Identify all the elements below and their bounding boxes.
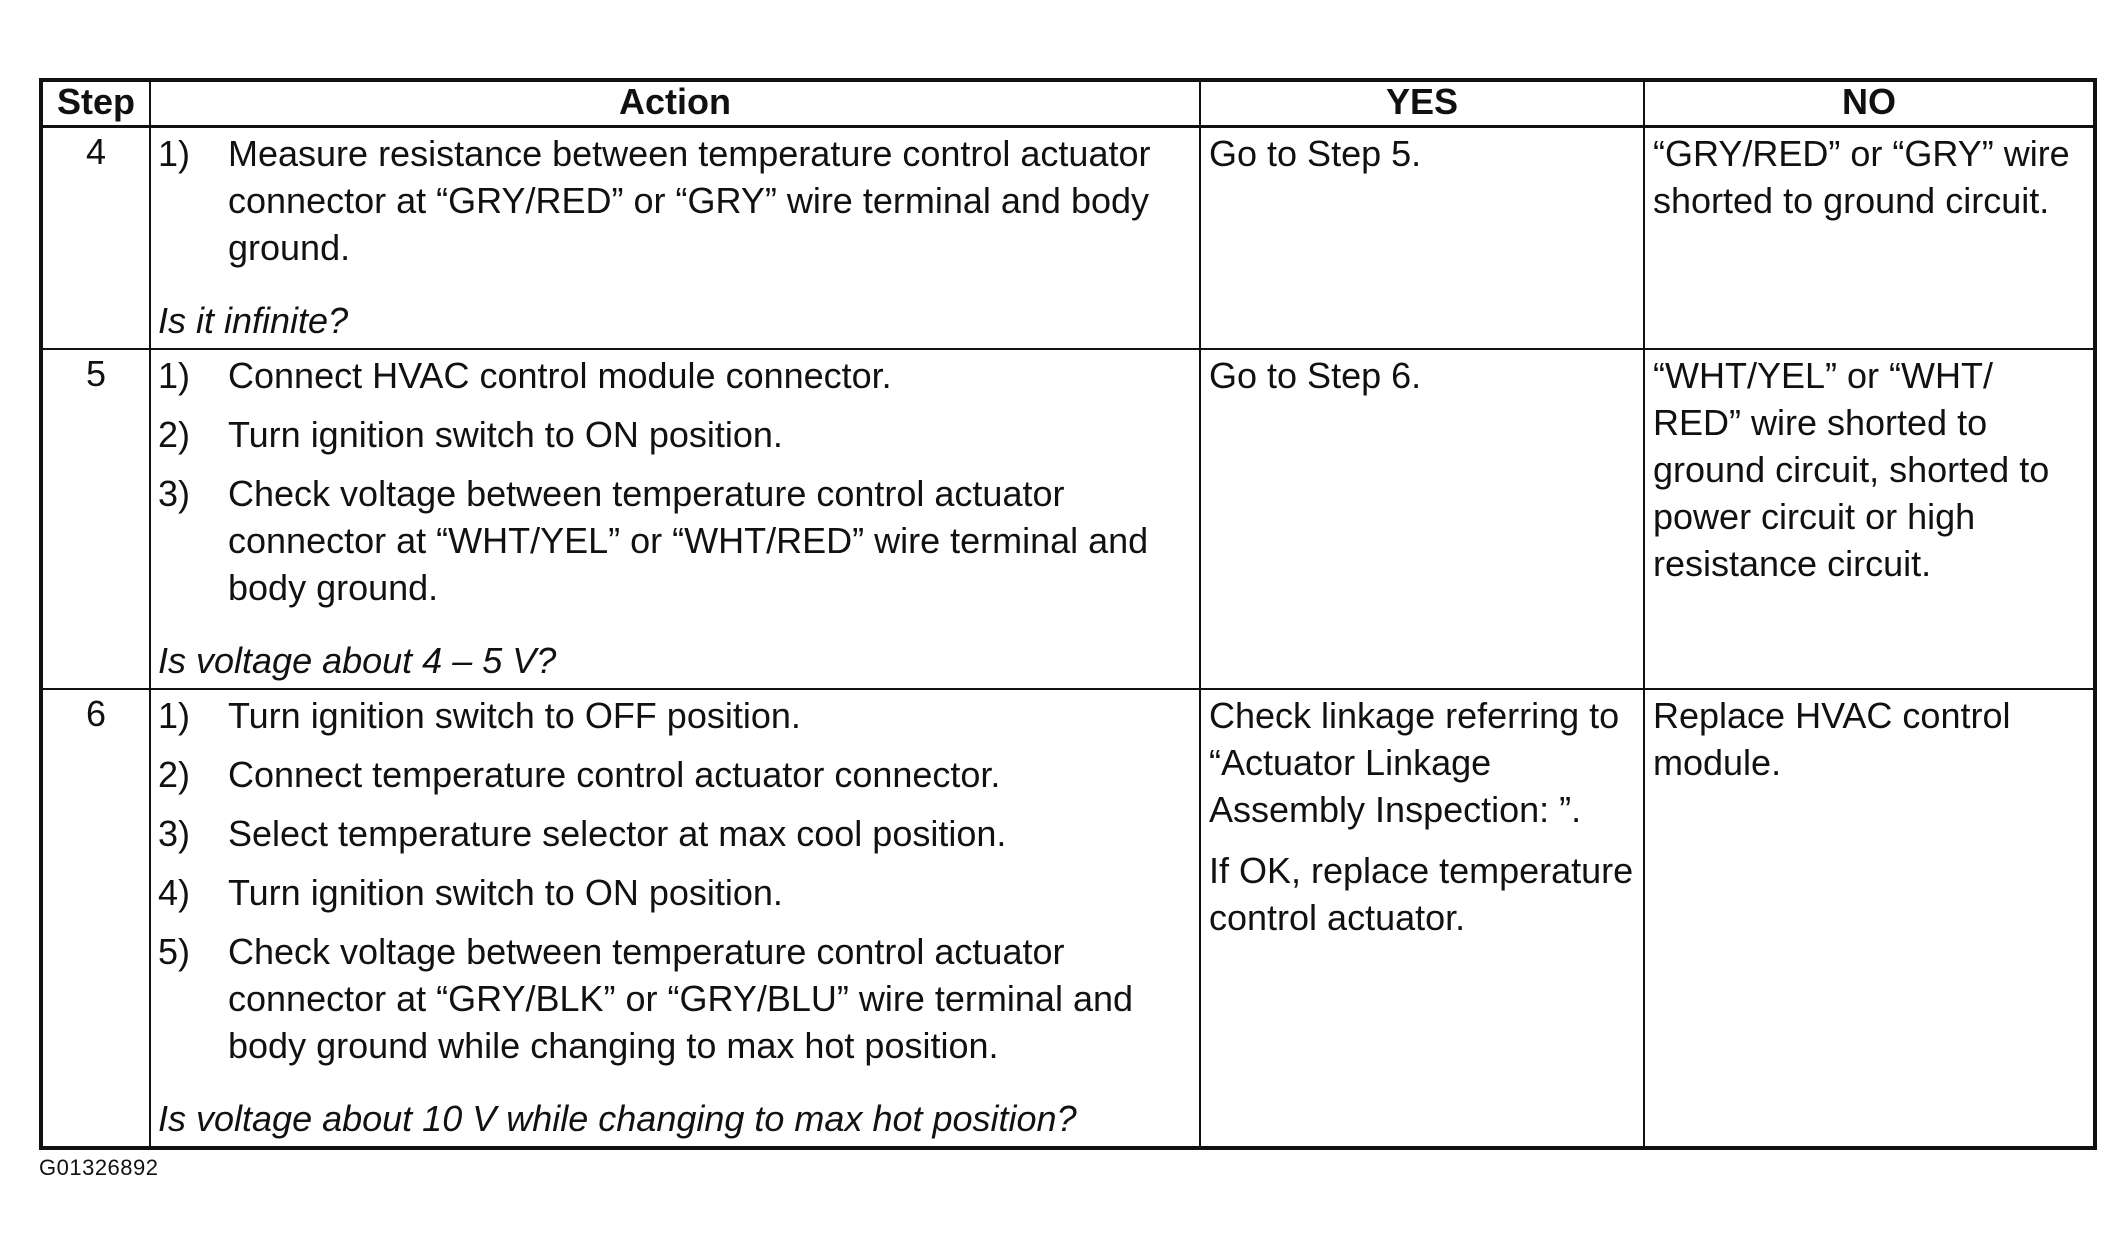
- table-row: [41, 349, 2095, 689]
- action-item-number: 4): [158, 872, 191, 913]
- action-question: Is it infinite?: [158, 300, 349, 341]
- action-item-number: 1): [158, 355, 191, 396]
- diagnostic-table: [39, 78, 2097, 1150]
- header-no: NO: [1644, 80, 2095, 127]
- no-cell: [1644, 127, 2095, 350]
- action-item: [158, 869, 1191, 916]
- step-number: 5: [41, 349, 150, 689]
- header-yes: YES: [1200, 80, 1644, 127]
- yes-text: If OK, replace temperature control actuator.: [1209, 850, 1634, 938]
- table-row: [41, 127, 2095, 350]
- action-item-number: 3): [158, 813, 191, 854]
- action-item-number: 5): [158, 931, 191, 972]
- yes-cell: [1200, 689, 1644, 1148]
- action-item-text: Turn ignition switch to ON position.: [228, 872, 783, 913]
- action-item-number: 3): [158, 473, 191, 514]
- action-item: [158, 470, 1191, 611]
- action-item-text: Measure resistance between temperature control actuator connector at “GRY/RED” or “GRY” wire terminal and body ground.: [228, 133, 1151, 268]
- action-item: [158, 928, 1191, 1069]
- action-item: [158, 411, 1191, 458]
- header-row: [41, 80, 2095, 127]
- action-item-number: 2): [158, 414, 191, 455]
- action-item: [158, 692, 1191, 739]
- action-cell: [150, 127, 1200, 350]
- action-item-number: 2): [158, 754, 191, 795]
- action-cell: [150, 689, 1200, 1148]
- action-item-text: Check voltage between temperature control actuator connector at “WHT/YEL” or “WHT/RED” wire terminal and body ground.: [228, 473, 1149, 608]
- action-item: [158, 130, 1191, 271]
- yes-text: Go to Step 5.: [1209, 133, 1422, 174]
- step-number: 4: [41, 127, 150, 350]
- action-question: Is voltage about 4 – 5 V?: [158, 640, 557, 681]
- action-item-number: 1): [158, 695, 191, 736]
- no-text: Replace HVAC control module.: [1653, 695, 2011, 783]
- yes-cell: [1200, 127, 1644, 350]
- action-question: Is voltage about 10 V while changing to max hot position?: [158, 1098, 1077, 1139]
- no-cell: [1644, 689, 2095, 1148]
- figure-id: G01326892: [39, 1155, 159, 1180]
- action-item-text: Connect HVAC control module connector.: [228, 355, 892, 396]
- yes-text: Go to Step 6.: [1209, 355, 1422, 396]
- action-item-text: Turn ignition switch to ON position.: [228, 414, 783, 455]
- action-item: [158, 352, 1191, 399]
- action-item-text: Select temperature selector at max cool position.: [228, 813, 1007, 854]
- step-number: 6: [41, 689, 150, 1148]
- action-item-text: Connect temperature control actuator connector.: [228, 754, 1001, 795]
- action-cell: [150, 349, 1200, 689]
- action-item-text: Turn ignition switch to OFF position.: [228, 695, 801, 736]
- action-item-text: Check voltage between temperature control actuator connector at “GRY/BLK” or “GRY/BLU” wire terminal and body ground while changing to max hot position.: [228, 931, 1134, 1066]
- action-item: [158, 751, 1191, 798]
- header-action: Action: [150, 80, 1200, 127]
- yes-text: Check linkage referring to “Actuator Linkage Assembly Inspection: ”.: [1209, 695, 1620, 830]
- yes-cell: [1200, 349, 1644, 689]
- no-text: “GRY/RED” or “GRY” wire shorted to ground circuit.: [1653, 133, 2070, 221]
- no-cell: [1644, 349, 2095, 689]
- action-item-number: 1): [158, 133, 191, 174]
- action-item: [158, 810, 1191, 857]
- no-text: “WHT/YEL” or “WHT/ RED” wire shorted to ground circuit, shorted to power circuit or high resistance circuit.: [1653, 355, 2050, 584]
- header-step: Step: [41, 80, 150, 127]
- table-row: [41, 689, 2095, 1148]
